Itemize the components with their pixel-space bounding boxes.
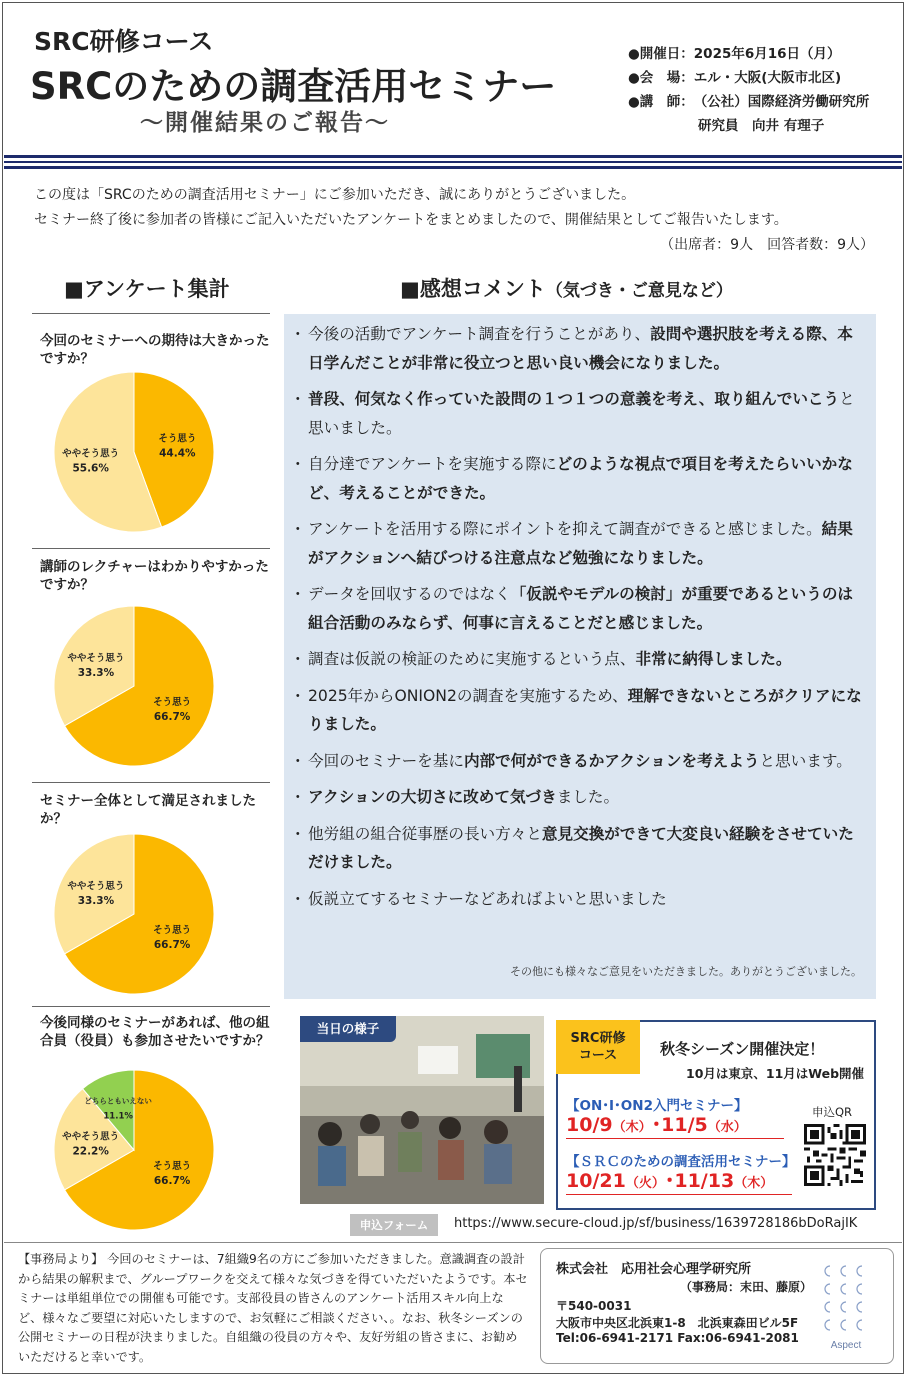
survey-heading: ■アンケート集計 — [64, 277, 230, 301]
pie-slice-value: 66.7% — [153, 939, 191, 952]
qr-code-icon[interactable] — [804, 1124, 866, 1186]
comment-item: ・ 自分達でアンケートを実施する際にどのような視点で項目を考えたらいいかなど、考えることができた。 — [294, 450, 862, 507]
pie-slice-label: ややそう思う — [67, 652, 125, 664]
event-2-underline — [566, 1194, 792, 1195]
page-title: SRCのための調査活用セミナー — [30, 65, 557, 108]
pie-slice-value: 11.1% — [103, 1111, 133, 1122]
company-zip: 〒540-0031 — [556, 1299, 632, 1313]
pie-slice-value: 33.3% — [77, 666, 115, 679]
company-staff: （事務局：末田、藤原） — [680, 1280, 813, 1294]
comment-item: ・ 2025年からONION2の調査を実施するため、理解できないところがクリアになりました。 — [294, 682, 862, 739]
survey-question-2: 講師のレクチャーはわかりやすかったですか？ — [40, 559, 269, 593]
header-divider — [4, 155, 902, 172]
application-form-button[interactable]: 申込フォーム — [350, 1214, 438, 1236]
info-venue: ●会 場： エル・大阪(大阪市北区) — [628, 70, 842, 86]
pie-slice-label: どちらともいえない — [84, 1096, 152, 1106]
survey-question-3: セミナー全体として満足されましたか？ — [40, 793, 256, 827]
footer-divider — [4, 1242, 902, 1243]
svg-text:Aspect: Aspect — [830, 1340, 862, 1351]
event-1-name: 【ON･I･ON2入門セミナー】 — [566, 1098, 748, 1114]
pie-slice-value: 44.4% — [159, 447, 196, 460]
photo-label: 当日の様子 — [300, 1016, 396, 1042]
pie-slice-label: そう思う — [153, 1161, 192, 1173]
event-info — [628, 42, 869, 138]
season-tag: SRC研修 コース — [556, 1020, 640, 1074]
comment-item: ・ 他労組の組合従事歴の長い方々と意見交換ができて大変良い経験をさせていただけました。 — [294, 820, 862, 877]
event-1-dates: 10/9（木）･11/5（水） — [566, 1114, 747, 1136]
company-address: 大阪市中央区北浜東1-8 北浜東森田ビル5F — [556, 1316, 799, 1330]
pie-slice-label: そう思う — [158, 433, 197, 445]
season-subtitle: 10月は東京、11月はWeb開催 — [686, 1066, 865, 1081]
survey-divider — [32, 313, 270, 314]
comment-item: ・ 仮説立てするセミナーなどあればよいと思いました — [294, 885, 862, 914]
seminar-photo — [300, 1016, 544, 1204]
company-name: 株式会社 応用社会心理学研究所 — [556, 1262, 752, 1277]
event-2-dates: 10/21（火）･11/13（木） — [566, 1170, 774, 1192]
comment-item: ・ 今後の活動でアンケート調査を行うことがあり、設問や選択肢を考える際、本日学んだことが非常に役立つと思い良い機会になりました。 — [294, 320, 862, 377]
pie-slice-value: 55.6% — [72, 462, 109, 475]
survey-divider — [32, 782, 270, 783]
info-date: ●開催日： 2025年6月16日（月） — [628, 46, 841, 62]
comment-item: ・ アンケートを活用する際にポイントを抑えて調査ができると感じました。結果がアクションへ結びつける注意点など勉強になりました。 — [294, 515, 862, 572]
comments-footer: その他にも様々なご意見をいただきました。ありがとうございました。 — [510, 965, 862, 978]
qr-label: 申込QR — [812, 1105, 853, 1119]
intro-text — [34, 183, 874, 258]
pie-slice-label: ややそう思う — [62, 1131, 120, 1143]
survey-question-4: 今後同様のセミナーがあれば、他の組合員（役員）も参加させたいですか？ — [40, 1015, 270, 1049]
pie-slice-value: 33.3% — [77, 894, 115, 907]
survey-divider — [32, 548, 270, 549]
pie-slice-label: ややそう思う — [67, 880, 125, 892]
survey-question-1: 今回のセミナーへの期待は大きかったですか？ — [40, 333, 270, 367]
course-label: SRC研修コース — [34, 27, 214, 56]
pie-chart-4 — [52, 1068, 216, 1232]
event-2-name: 【ＳＲＣのための調査活用セミナー】 — [566, 1154, 796, 1170]
comment-item: ・ データを回収するのではなく「仮説やモデルの検討」が重要であるというのは組合活動のみならず、何事に言えることだと感じました。 — [294, 580, 862, 637]
pie-slice-label: ややそう思う — [62, 448, 120, 460]
survey-divider — [32, 1006, 270, 1007]
application-form-url[interactable]: https://www.secure-cloud.jp/sf/business/1639728186bDoRajIK — [454, 1216, 858, 1231]
intro-line-1: この度は「SRCのための調査活用セミナー」にご参加いただき、誠にありがとうございました。 — [34, 187, 636, 203]
pie-chart-1 — [52, 370, 216, 534]
aspect-logo-icon — [818, 1262, 874, 1352]
pie-chart-3 — [52, 832, 216, 996]
pie-slice-label: そう思う — [153, 925, 192, 937]
company-tel: Tel:06-6941-2171 Fax:06-6941-2081 — [556, 1331, 799, 1345]
attendance: （出席者：9人 回答者数：9人） — [660, 237, 874, 253]
comment-item: ・ 普段、何気なく作っていた設問の１つ１つの意義を考え、取り組んでいこうと思いました。 — [294, 385, 862, 442]
comment-item: ・ 今回のセミナーを基に内部で何ができるかアクションを考えようと思います。 — [294, 747, 862, 776]
pie-slice-value: 66.7% — [153, 711, 191, 724]
pie-slice-label: そう思う — [153, 697, 192, 709]
info-lecturer: ●講 師： （公社）国際経済労働研究所 — [628, 94, 870, 110]
pie-slice-value: 22.2% — [72, 1145, 109, 1158]
event-1-underline — [566, 1138, 784, 1139]
page-subtitle: ～開催結果のご報告～ — [140, 110, 390, 136]
comments-panel — [284, 314, 876, 999]
pie-chart-2 — [52, 604, 216, 768]
pie-slice-value: 66.7% — [153, 1175, 191, 1188]
office-note: 【事務局より】 今回のセミナーは、7組織9名の方にご参加いただきました。意識調査の設計から結果の解釈まで、グループワークを交えて様々な気づきを得ていただいたようです。本セミナーは単組単位での開催も可能です。支部役員の皆さんのアンケート活用スキル向上など、様々なご要望に対応いたしますので、お気軽にご相談ください、。なお、秋冬シーズンの公開セミナーの日程が決まりました。自組織の役員の方々や、友好労組の皆さまに、お勧めいただけると幸いです。 — [18, 1252, 528, 1364]
comments-heading: ■感想コメント（気づき・ご意見など） — [400, 277, 733, 301]
comment-item: ・ 調査は仮説の検証のために実施するという点、非常に納得しました。 — [294, 645, 862, 674]
intro-line-2: セミナー終了後に参加者の皆様にご記入いただいたアンケートをまとめましたので、開催結果としてご報告いたします。 — [34, 212, 788, 228]
info-lecturer-name: 研究員 向井 有理子 — [698, 118, 825, 134]
season-title: 秋冬シーズン開催決定！ — [660, 1040, 825, 1058]
comment-item: ・ アクションの大切さに改めて気づきました。 — [294, 783, 862, 812]
